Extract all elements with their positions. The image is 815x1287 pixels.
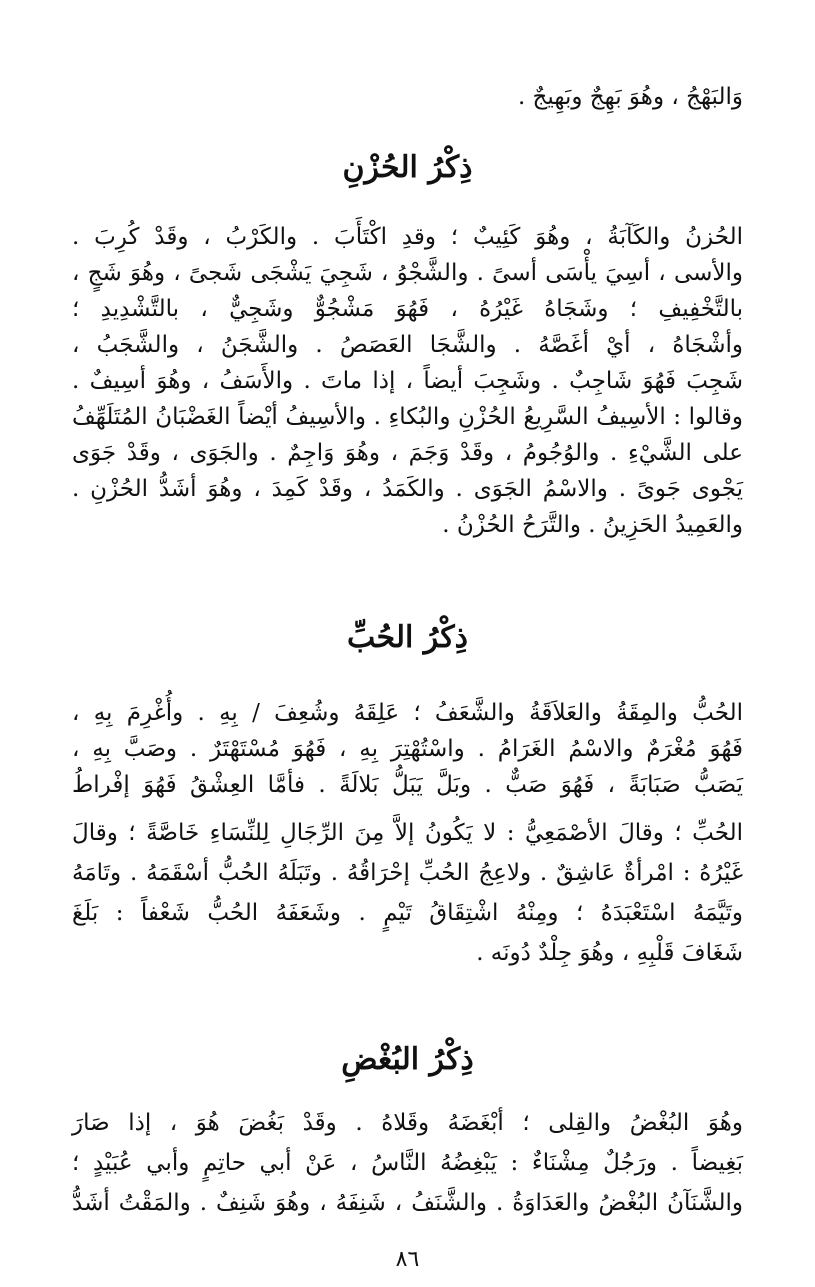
text-line: الحُزنُ والكَآبَةُ ، وهُوَ كَئِيبٌ ؛ وقدِ اكْتَأَبَ . والكَرْبُ ، وقَدْ كُرِبَ . — [72, 224, 743, 250]
text-line: شَجِبَ فَهُوَ شَاجِبٌ . وشَجِبَ أيضاً ، إذا ماتَ . والأَسَفُ ، وهُوَ أسِيفٌ . — [72, 368, 743, 394]
text-line: وهُوَ البُغْضُ والقِلى ؛ أبْغَضَهُ وقَلاهُ . وقَدْ بَغُضَ هُوَ ، إذا صَارَ — [72, 1110, 743, 1136]
text-line: يَصَبُّ صَبَابَةً ، فَهُوَ صَبٌّ . وبَلَّ يَبَلُّ بَلالَةً . فأمَّا العِشْقُ فَهُوَ إفْراطُ — [72, 772, 743, 798]
text-line: على الشَّيْءِ . والوُجُومُ ، وقَدْ وَجَمَ ، وهُوَ وَاجِمٌ . والجَوَى ، وقَدْ جَوَى — [72, 440, 743, 466]
section-heading-grief: ذِكْرُ الحُزْنِ — [342, 150, 473, 185]
text-line: بَغِيضاً . ورَجُلٌ مِشْنَاءٌ : يَبْغِضُهُ النَّاسُ ، عَنْ أبي حاتِمٍ وأبي عُبَيْدٍ ؛ — [72, 1150, 743, 1176]
text-line: والأسى ، أسِيَ يأْسَى أسىً . والشَّجْوُ ، شَجِيَ يَشْجَى شَجىً ، وهُوَ شَجٍ ، — [72, 260, 743, 286]
text-line: الحُبِّ ؛ وقالَ الأصْمَعِيُّ : لا يَكُونُ إلاَّ مِنَ الرِّجَالِ لِلنِّسَاءِ خَاصَّةً ؛ وقالَ — [72, 820, 743, 846]
text-line: وقالوا : الأسِيفُ السَّرِيعُ الحُزْنِ والبُكاءِ . والأسِيفُ أيْضاً الغَضْبَانُ المُتَلَهِّفُ — [72, 404, 743, 430]
text-line: والشَّنَآنُ البُغْضُ والعَدَاوَةُ . والشَّنَفُ ، شَنِفَهُ ، وهُوَ شَنِفٌ . والمَقْتُ أشَدُّ — [72, 1190, 743, 1216]
page-number: ٨٦ — [395, 1247, 420, 1272]
text-line: غَيْرُهُ : امْرأةٌ عَاشِقٌ . ولاعِجُ الحُبِّ إحْرَاقُهُ . وتَبَلَهُ الحُبُّ أسْقَمَهُ . وتَامَهُ — [72, 860, 743, 886]
section-heading-love: ذِكْرُ الحُبِّ — [347, 620, 468, 655]
text-line: وأشْجَاهُ ، أيْ أغَصَّهُ . والشَّجَا العَصَصُ . والشَّجَنُ ، والشَّجَبُ ، — [72, 332, 743, 358]
text-line: وتَيَّمَهُ اسْتَعْبَدَهُ ؛ ومِنْهُ اشْتِقَاقُ تَيْمٍ . وشَعَفَهُ الحُبُّ شَعْفاً : بَلَغَ — [72, 900, 743, 926]
text-line: بالتَّخْفِيفِ ؛ وشَجَاهُ غَيْرُهُ ، فَهُوَ مَشْجُوٌّ وشَجِيٌّ ، بالتَّشْدِيدِ ؛ — [72, 296, 743, 322]
text-line: والعَمِيدُ الحَزِينُ . والتَّرَحُ الحُزْنُ . — [442, 512, 743, 538]
text-line: يَجْوى جَوىً . والاسْمُ الجَوَى . والكَمَدُ ، وقَدْ كَمِدَ ، وهُوَ أشَدُّ الحُزْنِ . — [72, 476, 743, 502]
text-line: وَالبَهْجُ ، وهُوَ بَهِجٌ وبَهِيجٌ . — [517, 84, 743, 110]
text-line: الحُبُّ والمِقَةُ والعَلاَقَةُ والشَّعَفُ ؛ عَلِقَهُ وشُعِفَ / بِهِ . وأُغْرِمَ بِهِ ، — [72, 700, 743, 726]
text-line: شَغَافَ قَلْبِهِ ، وهُوَ جِلْدٌ دُونَه . — [476, 940, 743, 966]
section-heading-hatred: ذِكْرُ البُغْضِ — [341, 1042, 474, 1077]
text-line: فَهُوَ مُغْرَمٌ والاسْمُ الغَرَامُ . واسْتُهْتِرَ بِهِ ، فَهُوَ مُسْتَهْتَرٌ . وصَبَّ بِهِ ، — [72, 736, 743, 762]
